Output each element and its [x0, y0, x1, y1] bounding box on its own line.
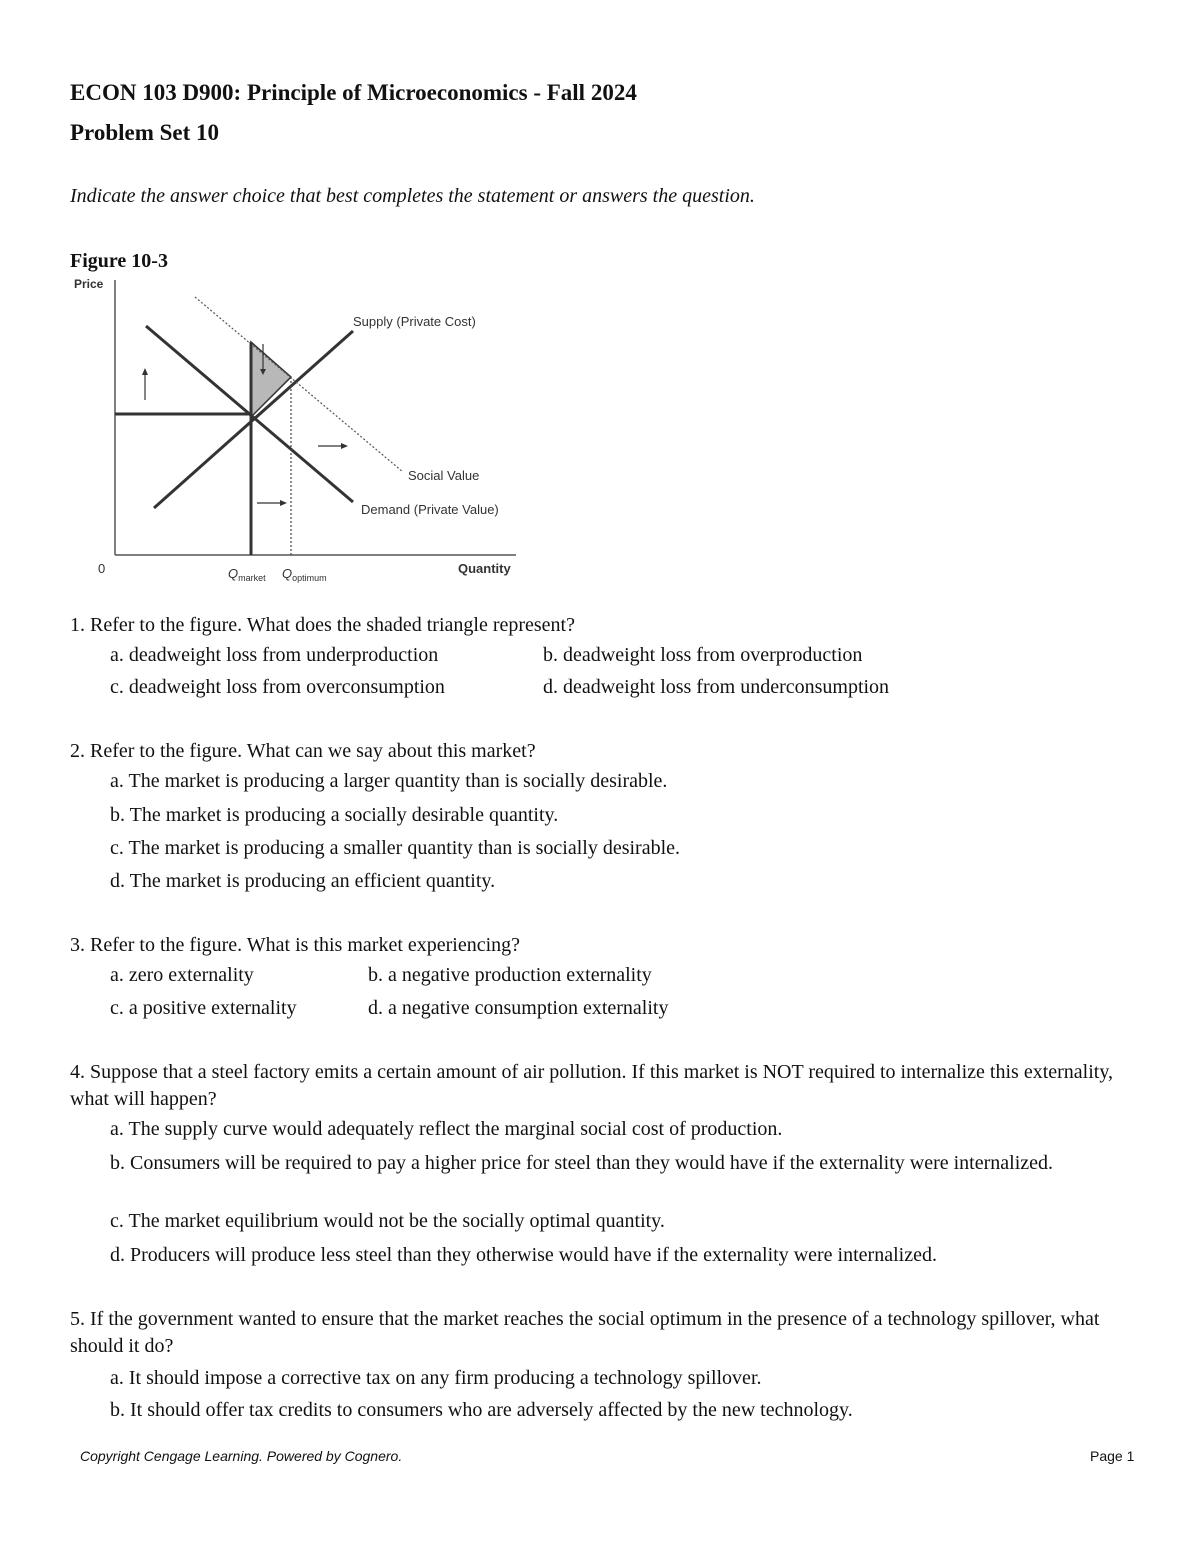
- document-title: ECON 103 D900: Principle of Microeconomics - Fall 2024: [70, 80, 637, 105]
- up-arrowhead: [142, 368, 148, 375]
- question-2-stem: 2. Refer to the figure. What can we say about this market?: [70, 740, 536, 762]
- right-arrowhead-lower: [280, 500, 287, 506]
- question-5-stem: 5. If the government wanted to ensure that the market reaches the social optimum in the presence of a technology spillover, what should it do?: [70, 1308, 1100, 1357]
- question-4-option-b: b. Consumers will be required to pay a higher price for steel than they would have if the externality were internalized.: [110, 1152, 1054, 1174]
- question-1-option-d: d. deadweight loss from underconsumption: [543, 676, 890, 698]
- social-value-label: Social Value: [408, 468, 480, 483]
- question-4-option-d: d. Producers will produce less steel than they otherwise would have if the externality were internalized.: [110, 1244, 937, 1266]
- y-axis-label: Price: [74, 277, 104, 291]
- question-3-option-c: c. a positive externality: [110, 997, 297, 1019]
- footer-copyright: Copyright Cengage Learning. Powered by Cognero.: [80, 1448, 403, 1464]
- question-2-option-b: b. The market is producing a socially desirable quantity.: [110, 804, 559, 826]
- question-1-option-c: c. deadweight loss from overconsumption: [110, 676, 445, 698]
- question-3-option-b: b. a negative production externality: [368, 964, 652, 986]
- question-2-option-d: d. The market is producing an efficient quantity.: [110, 870, 496, 892]
- problem-set-title: Problem Set 10: [70, 120, 220, 145]
- arrows: [142, 344, 348, 506]
- question-1-option-b: b. deadweight loss from overproduction: [543, 644, 863, 666]
- question-3-stem: 3. Refer to the figure. What is this market experiencing?: [70, 934, 521, 956]
- question-1-stem: 1. Refer to the figure. What does the shaded triangle represent?: [70, 614, 575, 636]
- question-5-option-a: a. It should impose a corrective tax on any firm producing a technology spillover.: [110, 1367, 762, 1389]
- supply-label: Supply (Private Cost): [353, 314, 476, 329]
- question-2-option-c: c. The market is producing a smaller quantity than is socially desirable.: [110, 837, 681, 859]
- x-axis-label: Quantity: [458, 561, 511, 576]
- question-4-option-c: c. The market equilibrium would not be the socially optimal quantity.: [110, 1210, 665, 1232]
- q-market-label: $Q_{market}$: [228, 566, 266, 583]
- footer-page-number: Page 1: [1090, 1448, 1135, 1464]
- figure-label: Figure 10-3: [70, 250, 168, 272]
- origin-label: 0: [98, 561, 106, 576]
- right-arrowhead-upper: [341, 443, 348, 449]
- question-5-option-b: b. It should offer tax credits to consumers who are adversely affected by the new technology.: [110, 1399, 853, 1421]
- externality-figure: [70, 272, 530, 592]
- question-4-stem: 4. Suppose that a steel factory emits a certain amount of air pollution. If this market is NOT required to internalize this externality, what will happen?: [70, 1061, 1114, 1110]
- question-2-option-a: a. The market is producing a larger quantity than is socially desirable.: [110, 770, 668, 792]
- question-3-option-a: a. zero externality: [110, 964, 254, 986]
- instructions: Indicate the answer choice that best completes the statement or answers the question.: [70, 185, 755, 207]
- q-optimum-label: $Q_{optimum}$: [282, 566, 327, 583]
- question-4-option-a: a. The supply curve would adequately reflect the marginal social cost of production.: [110, 1118, 783, 1140]
- question-1-option-a: a. deadweight loss from underproduction: [110, 644, 439, 666]
- question-3-option-d: d. a negative consumption externality: [368, 997, 669, 1019]
- demand-label: Demand (Private Value): [361, 502, 499, 517]
